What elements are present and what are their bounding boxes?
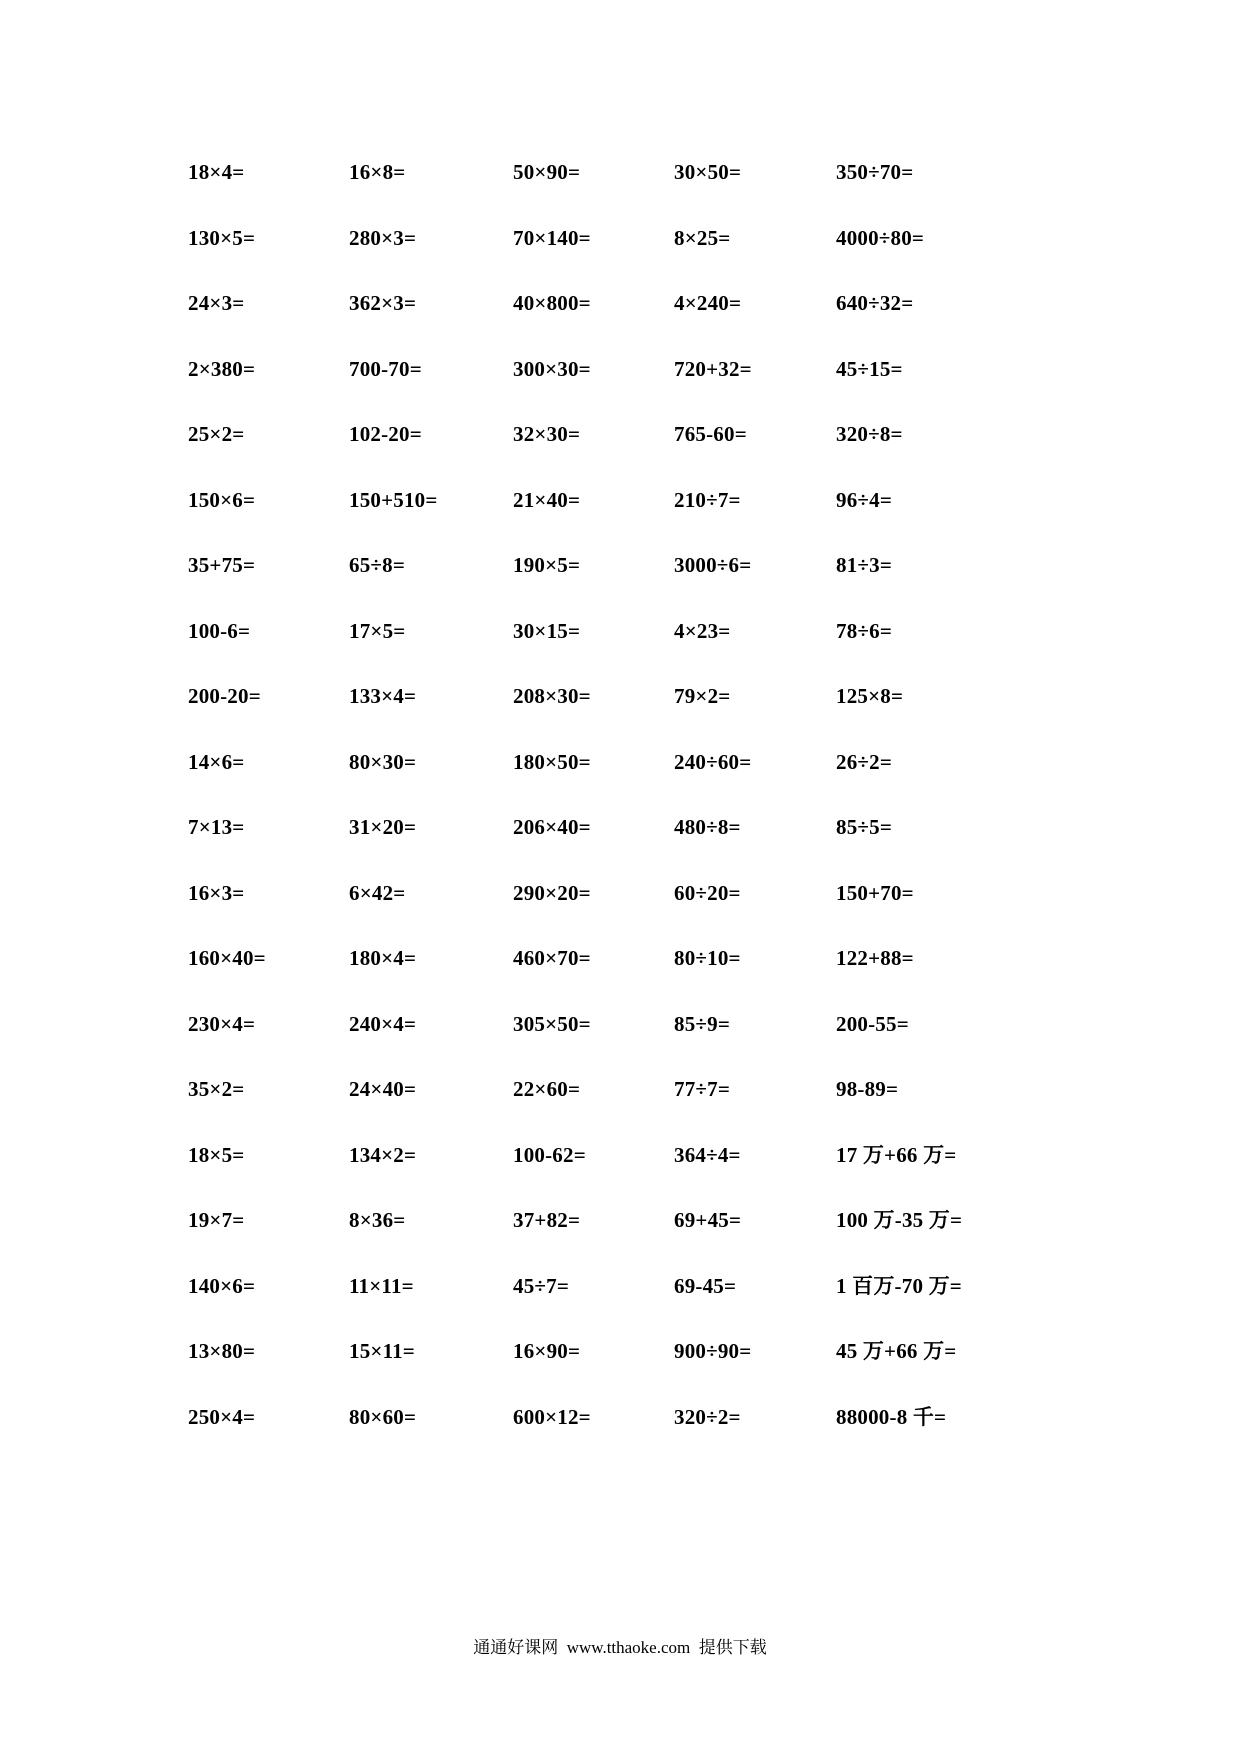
problem-row <box>188 674 1088 740</box>
math-problem: 3000÷6= <box>674 553 752 577</box>
math-problem: 31×20= <box>349 815 417 839</box>
math-problem: 200-55= <box>836 1011 909 1036</box>
math-problem: 208×30= <box>513 684 591 708</box>
math-problem: 78÷6= <box>836 618 892 643</box>
math-problem: 460×70= <box>513 946 591 970</box>
math-problem: 88000-8 千= <box>836 1404 947 1429</box>
math-problem: 13×80= <box>188 1339 256 1363</box>
math-problem: 45÷7= <box>513 1273 569 1298</box>
math-problem: 80÷10= <box>674 946 741 970</box>
math-problem: 37+82= <box>513 1208 581 1232</box>
math-problem: 133×4= <box>349 684 417 708</box>
math-problem: 320÷2= <box>674 1404 741 1429</box>
problem-row <box>188 543 1088 609</box>
problem-row <box>188 1395 1088 1461</box>
problem-row <box>188 871 1088 937</box>
math-problem: 80×60= <box>349 1404 417 1429</box>
math-problem: 100-62= <box>513 1142 586 1167</box>
math-problem: 364÷4= <box>674 1142 741 1167</box>
math-problem: 102-20= <box>349 422 422 446</box>
math-problem: 1 百万-70 万= <box>836 1273 962 1298</box>
math-problem: 122+88= <box>836 946 914 970</box>
math-problem: 45÷15= <box>836 356 903 381</box>
math-problem: 24×3= <box>188 291 245 315</box>
math-problem: 150+510= <box>349 487 438 512</box>
math-problem: 210÷7= <box>674 487 741 512</box>
math-problem: 16×3= <box>188 880 245 905</box>
math-problem: 69+45= <box>674 1208 742 1232</box>
math-problem: 50×90= <box>513 160 581 184</box>
math-problem: 134×2= <box>349 1142 417 1167</box>
math-problem: 24×40= <box>349 1077 417 1101</box>
math-problem: 16×8= <box>349 160 406 184</box>
math-problem: 200-20= <box>188 684 261 708</box>
problem-row <box>188 740 1088 806</box>
math-problem: 230×4= <box>188 1011 256 1036</box>
math-problem: 150+70= <box>836 880 914 905</box>
math-problem: 100-6= <box>188 618 251 643</box>
math-problem: 16×90= <box>513 1339 581 1363</box>
math-problem: 2×380= <box>188 356 256 381</box>
math-problem: 640÷32= <box>836 291 914 315</box>
math-problem: 65÷8= <box>349 553 405 577</box>
math-problem: 720+32= <box>674 356 752 381</box>
math-problem: 19×7= <box>188 1208 245 1232</box>
problem-row <box>188 412 1088 478</box>
math-problem: 160×40= <box>188 946 266 970</box>
math-problem: 180×4= <box>349 946 417 970</box>
math-problem: 45 万+66 万= <box>836 1339 957 1363</box>
problem-row <box>188 936 1088 1002</box>
math-problem: 6×42= <box>349 880 406 905</box>
math-problem: 30×50= <box>674 160 742 184</box>
problem-row <box>188 1067 1088 1133</box>
math-problem: 85÷9= <box>674 1011 730 1036</box>
math-problem: 190×5= <box>513 553 581 577</box>
footer-credit: 通通好课网 www.tthaoke.com 提供下载 <box>473 1638 767 1657</box>
math-problem: 35×2= <box>188 1077 245 1101</box>
math-problem: 81÷3= <box>836 553 892 577</box>
math-problem: 18×4= <box>188 160 245 184</box>
math-problem: 40×800= <box>513 291 591 315</box>
math-problem: 69-45= <box>674 1273 737 1298</box>
math-problem: 85÷5= <box>836 815 892 839</box>
math-problem: 140×6= <box>188 1273 256 1298</box>
math-problem: 700-70= <box>349 356 422 381</box>
math-problem: 32×30= <box>513 422 581 446</box>
math-problem: 305×50= <box>513 1011 591 1036</box>
math-problem: 100 万-35 万= <box>836 1208 963 1232</box>
problem-row <box>188 216 1088 282</box>
math-problem: 17 万+66 万= <box>836 1142 957 1167</box>
math-problem: 4×240= <box>674 291 742 315</box>
problem-row <box>188 1264 1088 1330</box>
math-problem: 150×6= <box>188 487 256 512</box>
math-problem: 98-89= <box>836 1077 899 1101</box>
math-problem: 25×2= <box>188 422 245 446</box>
math-problem: 480÷8= <box>674 815 741 839</box>
math-problem: 765-60= <box>674 422 747 446</box>
math-problem: 96÷4= <box>836 487 892 512</box>
math-problem: 18×5= <box>188 1142 245 1167</box>
math-problem: 15×11= <box>349 1339 415 1363</box>
math-problem: 70×140= <box>513 225 591 250</box>
problem-row <box>188 281 1088 347</box>
math-problem: 17×5= <box>349 618 406 643</box>
math-problem: 21×40= <box>513 487 581 512</box>
math-problem: 4000÷80= <box>836 225 925 250</box>
math-problem: 77÷7= <box>674 1077 730 1101</box>
problem-row <box>188 150 1088 216</box>
math-problem: 240÷60= <box>674 749 752 774</box>
math-problem: 14×6= <box>188 749 245 774</box>
math-problem: 206×40= <box>513 815 591 839</box>
problem-row <box>188 347 1088 413</box>
math-problem: 180×50= <box>513 749 591 774</box>
math-problem: 60÷20= <box>674 880 741 905</box>
problem-row <box>188 609 1088 675</box>
math-problem: 600×12= <box>513 1404 591 1429</box>
math-problem: 8×36= <box>349 1208 406 1232</box>
math-problem: 250×4= <box>188 1404 256 1429</box>
math-problem: 30×15= <box>513 618 581 643</box>
math-problem: 125×8= <box>836 684 904 708</box>
math-problem: 300×30= <box>513 356 591 381</box>
problem-row <box>188 478 1088 544</box>
math-problem: 22×60= <box>513 1077 581 1101</box>
math-problem: 130×5= <box>188 225 256 250</box>
problem-row <box>188 1198 1088 1264</box>
math-problem: 320÷8= <box>836 422 903 446</box>
math-problem: 350÷70= <box>836 160 914 184</box>
math-problem: 80×30= <box>349 749 417 774</box>
math-problem: 900÷90= <box>674 1339 752 1363</box>
math-problem: 4×23= <box>674 618 731 643</box>
math-problem: 362×3= <box>349 291 417 315</box>
problem-row <box>188 1002 1088 1068</box>
math-problem: 35+75= <box>188 553 256 577</box>
math-problem: 280×3= <box>349 225 417 250</box>
math-problem: 8×25= <box>674 225 731 250</box>
math-problem: 240×4= <box>349 1011 417 1036</box>
math-problem: 26÷2= <box>836 749 892 774</box>
math-problem: 7×13= <box>188 815 245 839</box>
arithmetic-worksheet <box>188 150 1088 1460</box>
problem-row <box>188 1329 1088 1395</box>
math-problem: 11×11= <box>349 1273 414 1298</box>
problem-row <box>188 1133 1088 1199</box>
math-problem: 79×2= <box>674 684 731 708</box>
math-problem: 290×20= <box>513 880 591 905</box>
problem-row <box>188 805 1088 871</box>
